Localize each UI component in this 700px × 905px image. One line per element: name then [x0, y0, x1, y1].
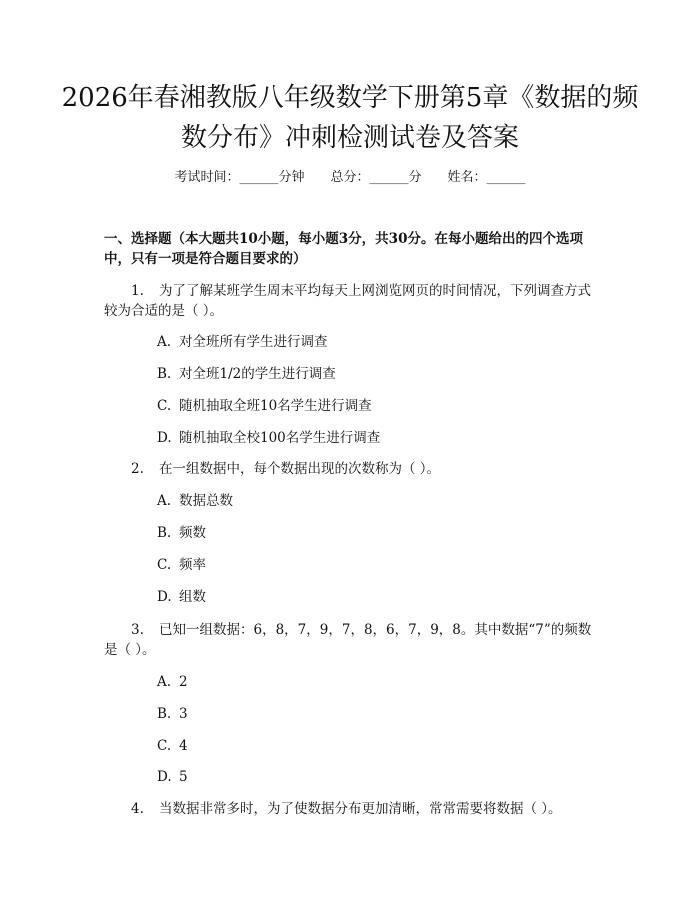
question-number: 1. — [131, 283, 144, 299]
section-heading: 一、选择题（本大题共10小题，每小题3分，共30分。在每小题给出的四个选项中，只有一项是符合题目要求的） — [104, 231, 583, 267]
option-text: 4 — [179, 738, 188, 754]
exam-info-line — [0, 168, 700, 188]
option-2d — [157, 587, 597, 607]
question-1 — [104, 281, 604, 321]
option-text: 数据总数 — [179, 493, 233, 509]
option-text: 频数 — [179, 525, 206, 541]
option-text: 频率 — [179, 557, 206, 573]
option-letter: C. — [157, 398, 172, 414]
option-letter: B. — [157, 366, 172, 382]
option-letter: A. — [157, 334, 172, 350]
option-text: 随机抽取全校100名学生进行调查 — [179, 430, 381, 446]
option-letter: A. — [157, 493, 172, 509]
question-text: 当数据非常多时，为了使数据分布更加清晰，常常需要将数据（ ）。 — [159, 801, 562, 817]
option-text: 3 — [179, 706, 188, 722]
question-2 — [104, 459, 604, 479]
option-letter: B. — [157, 525, 172, 541]
option-3d — [157, 767, 597, 787]
exam-title: 2026年春湘教版八年级数学下册第5章《数据的频数分布》冲刺检测试卷及答案 — [61, 83, 639, 153]
option-text: 2 — [179, 674, 188, 690]
question-number: 4. — [131, 801, 144, 817]
option-letter: D. — [157, 430, 172, 446]
option-text: 随机抽取全班10名学生进行调查 — [179, 398, 372, 414]
question-text: 在一组数据中，每个数据出现的次数称为（ ）。 — [159, 461, 441, 477]
option-1a — [157, 332, 597, 352]
question-text: 已知一组数据：6，8，7，9，7，8，6，7，9，8。其中数据“7”的频数是（ ）。 — [104, 622, 592, 658]
option-letter: C. — [157, 738, 172, 754]
option-3c — [157, 736, 597, 756]
question-number: 3. — [131, 622, 144, 638]
option-text: 5 — [179, 769, 188, 785]
option-text: 对全班所有学生进行调查 — [179, 334, 328, 350]
option-letter: D. — [157, 769, 172, 785]
option-text: 组数 — [179, 589, 206, 605]
question-number: 2. — [131, 461, 144, 477]
option-2b — [157, 523, 597, 543]
option-1c — [157, 396, 597, 416]
question-3 — [104, 620, 604, 660]
question-4 — [104, 799, 604, 819]
question-text: 为了了解某班学生周末平均每天上网浏览网页的时间情况，下列调查方式较为合适的是（ ）。 — [104, 283, 591, 319]
option-text: 对全班1/2的学生进行调查 — [179, 366, 336, 382]
option-2c — [157, 555, 597, 575]
option-letter: B. — [157, 706, 172, 722]
option-3a — [157, 672, 597, 692]
option-2a — [157, 491, 597, 511]
option-1d — [157, 428, 597, 448]
exam-time-field: 考试时间：______分钟 — [174, 170, 305, 185]
option-3b — [157, 704, 597, 724]
option-1b — [157, 364, 597, 384]
option-letter: D. — [157, 589, 172, 605]
option-letter: C. — [157, 557, 172, 573]
total-score-field: 总分：______分 — [330, 170, 422, 185]
option-letter: A. — [157, 674, 172, 690]
student-name-field: 姓名：______ — [447, 170, 526, 185]
